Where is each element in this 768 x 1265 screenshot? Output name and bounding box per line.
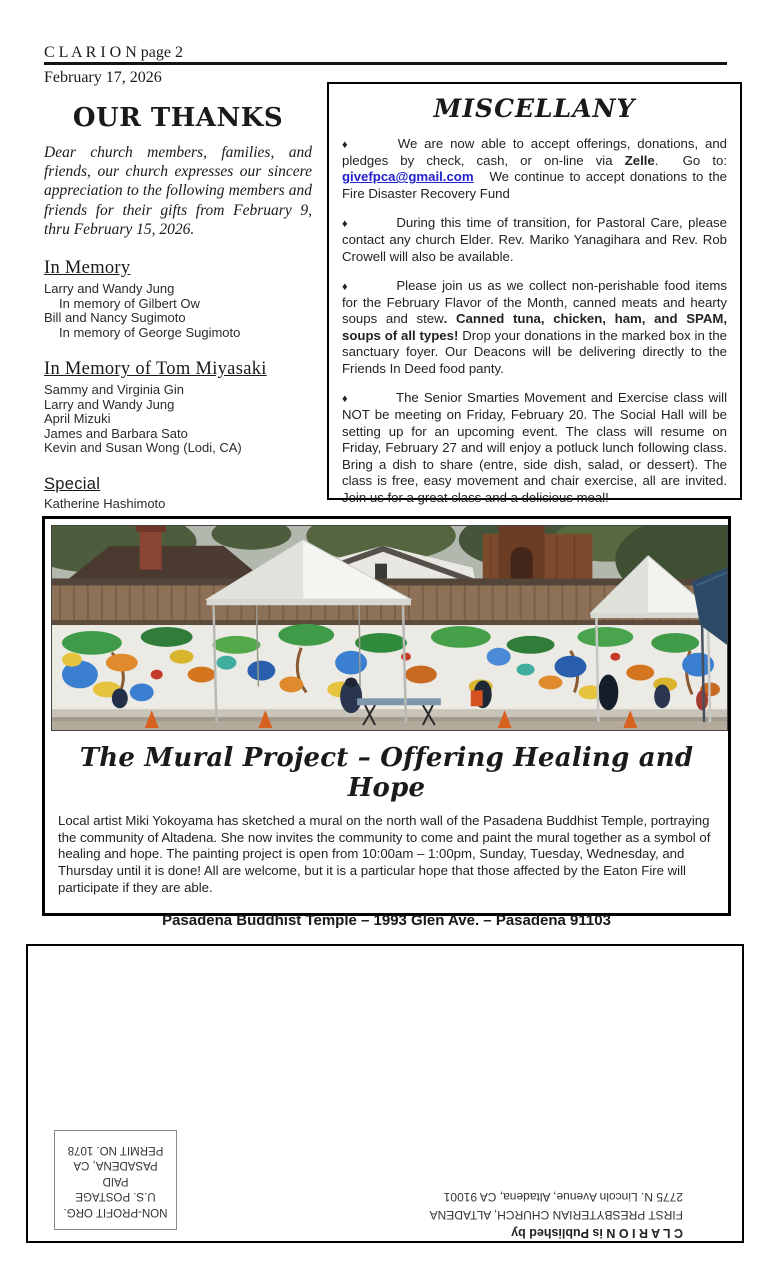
- bullet-text: .: [443, 311, 448, 327]
- thanks-section-heading: In Memory: [44, 258, 131, 279]
- bullet-text: Please join us as we collect non-perishable food items for the February Flavor of the Month, canned meats and hearty soups and stew: [342, 278, 727, 327]
- masthead-rule: [44, 62, 727, 65]
- donor-name: April Mizuki: [44, 411, 111, 427]
- bullet-text: Drop your donations in the marked box in the sanctuary foyer. Our Deacons will be delivering directly to the Friends In Deed food panty.: [342, 327, 727, 376]
- permit-line: PERMIT NO. 1078: [67, 1143, 164, 1156]
- mural-title: The Mural Project – Offering Healing and Hope: [79, 743, 694, 803]
- thanks-column: [44, 103, 312, 512]
- mural-section: [42, 516, 731, 930]
- thanks-intro: Dear church members, families, and friends, our church expresses our sincere appreciation to the following members and friends for their gifts from February 9, thru February 15, 2026.: [44, 144, 312, 238]
- donor-name: In memory of Gilbert Ow: [59, 295, 200, 311]
- donor-name: Sammy and Virginia Gin: [44, 382, 184, 398]
- donor-name: Kevin and Susan Wong (Lodi, CA): [44, 440, 242, 456]
- permit-line: PAID: [102, 1174, 129, 1187]
- thanks-section: [44, 359, 312, 456]
- miscellany-item: [342, 278, 727, 377]
- donor-name: Katherine Hashimoto: [44, 496, 166, 512]
- miscellany-title: MISCELLANY: [433, 94, 636, 123]
- thanks-section-heading: Special: [44, 475, 101, 494]
- bullet-diamond-icon: ♦: [342, 218, 350, 231]
- permit-line: NON-PROFIT ORG.: [63, 1205, 168, 1218]
- permit-line: PASADENA, CA: [73, 1159, 158, 1172]
- publisher-line-3: 2775 N. Lincoln Avenue, Altadena, CA 91001: [443, 1190, 683, 1204]
- donor-name: In memory of George Sugimoto: [59, 324, 241, 340]
- bullet-diamond-icon: ♦: [342, 393, 350, 406]
- miscellany-item: [342, 390, 727, 506]
- mural-photo: [51, 525, 728, 731]
- bullet-text: Zelle: [624, 152, 655, 168]
- donor-name: Larry and Wandy Jung: [44, 396, 175, 412]
- postage-permit-box: [54, 1130, 177, 1230]
- donor-name: Larry and Wandy Jung: [44, 281, 175, 297]
- thanks-sections: [44, 258, 312, 511]
- miscellany-box: [327, 82, 742, 505]
- bullet-text: We are now able to accept offerings, donations, and pledges by check, cash, or on-line via: [342, 136, 727, 168]
- publisher-line-2: FIRST PRESBYTERIAN CHURCH, ALTADENA: [429, 1208, 683, 1222]
- mural-body: Local artist Miki Yokoyama has sketched a mural on the north wall of the Pasadena Buddhist Temple, portraying the community of Altadena. She now invites the community to come and paint the mural together as a symbol of healing and hope. The painting project is open from 10:00am – 1:00pm, Sunday, Tuesday, Wednesday, and Thursday until it is done! All are welcome, but it is a particular hope that those affected by the Eaton Fire will participate if they are able.: [58, 813, 711, 895]
- thanks-section: [44, 475, 312, 512]
- our-thanks-title: OUR THANKS: [72, 103, 284, 133]
- giving-email-link[interactable]: givefpca@gmail.com: [342, 169, 474, 185]
- masthead-title: C L A R I O N page 2: [44, 44, 183, 61]
- mural-address: Pasadena Buddhist Temple – 1993 Glen Ave. – Pasadena 91103: [162, 912, 611, 930]
- bullet-text: The Senior Smarties Movement and Exercise class will NOT be meeting on Friday, February 20. The Social Hall will be setting up for an upcoming event. The class will resume on Friday, February 27 and will enjoy a potluck lunch following class. Bring a dish to share (entre, side dish, salad, or dessert). The class is free, easy movement and chair exercise, all are invited. Join us for a great class and a delicious meal!: [342, 390, 728, 505]
- thanks-section: [44, 258, 312, 340]
- bullet-text: We continue to accept donations to the Fire Disaster Recovery Fund: [342, 169, 727, 201]
- bullet-text: . Go to:: [654, 152, 727, 168]
- publisher-block: [393, 1186, 683, 1242]
- bullet-text: During this time of transition, for Pastoral Care, please contact any church Elder. Rev. Mariko Yanagihara and Rev. Rob Crowell will also be available.: [342, 215, 727, 264]
- issue-date: February 17, 2026: [44, 69, 162, 86]
- donor-name: James and Barbara Sato: [44, 425, 188, 441]
- mailing-panel: [26, 944, 744, 1243]
- bullet-text: [447, 311, 456, 326]
- publisher-line-1: C L A R I O N is Published by: [511, 1226, 683, 1240]
- miscellany-item: [342, 215, 727, 265]
- bullet-diamond-icon: ♦: [342, 139, 351, 151]
- bullet-text: Canned tuna, chicken, ham, and SPAM, soups of all types!: [342, 311, 727, 343]
- bullet-diamond-icon: ♦: [342, 281, 350, 293]
- miscellany-item: [342, 136, 727, 202]
- thanks-section-heading: In Memory of Tom Miyasaki: [44, 359, 267, 380]
- donor-name: Bill and Nancy Sugimoto: [44, 310, 186, 326]
- permit-line: U.S. POSTAGE: [75, 1190, 156, 1203]
